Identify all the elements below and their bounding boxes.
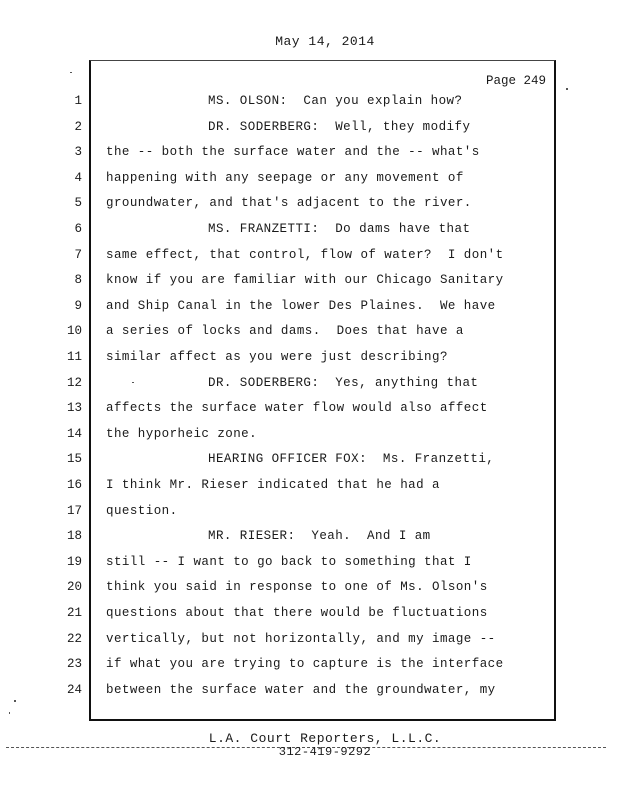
page-number-label: Page 249 [486, 74, 547, 88]
line-number: 12 [66, 375, 82, 390]
line-text: still -- I want to go back to something that I [106, 554, 472, 569]
line-text: same effect, that control, flow of water? I don't [106, 247, 504, 262]
transcript-date: May 14, 2014 [275, 34, 375, 49]
line-text: MS. OLSON: Can you explain how? [208, 94, 463, 108]
line-text: between the surface water and the groundwater, my [106, 682, 496, 697]
line-text: question. [106, 503, 178, 518]
line-number: 19 [66, 554, 82, 569]
footer-company: L.A. Court Reporters, L.L.C. [208, 731, 442, 746]
scan-speck [70, 72, 72, 73]
line-number: 20 [66, 580, 82, 595]
line-text: think you said in response to one of Ms. Olson's [106, 580, 488, 595]
line-number: 6 [74, 222, 82, 236]
line-text: vertically, but not horizontally, and my image -- [106, 631, 496, 646]
line-number: 15 [66, 452, 82, 467]
line-text: the hyporheic zone. [106, 426, 258, 441]
line-text: HEARING OFFICER FOX: Ms. Franzetti, [208, 452, 495, 467]
scan-speck [566, 88, 568, 90]
line-text: a series of locks and dams. Does that have a [106, 324, 464, 339]
line-number: 13 [66, 401, 82, 416]
line-number: 7 [74, 247, 82, 262]
line-text: the -- both the surface water and the -- what's [106, 145, 480, 160]
line-number: 16 [66, 478, 82, 492]
line-number: 24 [66, 682, 82, 697]
line-text: DR. SODERBERG: Well, they modify [208, 119, 471, 134]
line-number: 22 [66, 631, 82, 646]
line-number: 21 [66, 606, 82, 620]
line-number: 3 [74, 145, 82, 160]
line-number: 11 [66, 350, 82, 364]
footer-phone: 312-419-9292 [278, 745, 372, 759]
line-number: 14 [66, 426, 82, 441]
line-text: if what you are trying to capture is the interface [106, 657, 504, 672]
line-number: 10 [66, 324, 82, 339]
line-number: 9 [74, 298, 82, 313]
line-text: questions about that there would be fluctuations [106, 606, 488, 620]
line-text: groundwater, and that's adjacent to the river. [106, 196, 472, 211]
line-text: similar affect as you were just describing? [106, 350, 448, 364]
line-text: affects the surface water flow would also affect [106, 401, 488, 416]
line-number: 1 [74, 94, 82, 108]
line-number: 2 [74, 119, 82, 134]
scan-speck [14, 700, 16, 702]
line-text: happening with any seepage or any movement of [106, 170, 464, 185]
line-number: 5 [74, 196, 82, 211]
line-number: 17 [66, 503, 82, 518]
line-number: 4 [74, 170, 82, 185]
line-number: 18 [66, 529, 82, 544]
line-number: 8 [74, 273, 82, 288]
scan-speck [9, 712, 10, 714]
scan-speck [132, 382, 134, 383]
line-text: MR. RIESER: Yeah. And I am [208, 529, 431, 544]
line-text: MS. FRANZETTI: Do dams have that [208, 222, 471, 236]
line-text: and Ship Canal in the lower Des Plaines. We have [106, 298, 496, 313]
line-text: DR. SODERBERG: Yes, anything that [208, 375, 479, 390]
line-text: know if you are familiar with our Chicago Sanitary [106, 273, 504, 288]
line-number: 23 [66, 657, 82, 672]
line-text: I think Mr. Rieser indicated that he had a [106, 478, 440, 492]
